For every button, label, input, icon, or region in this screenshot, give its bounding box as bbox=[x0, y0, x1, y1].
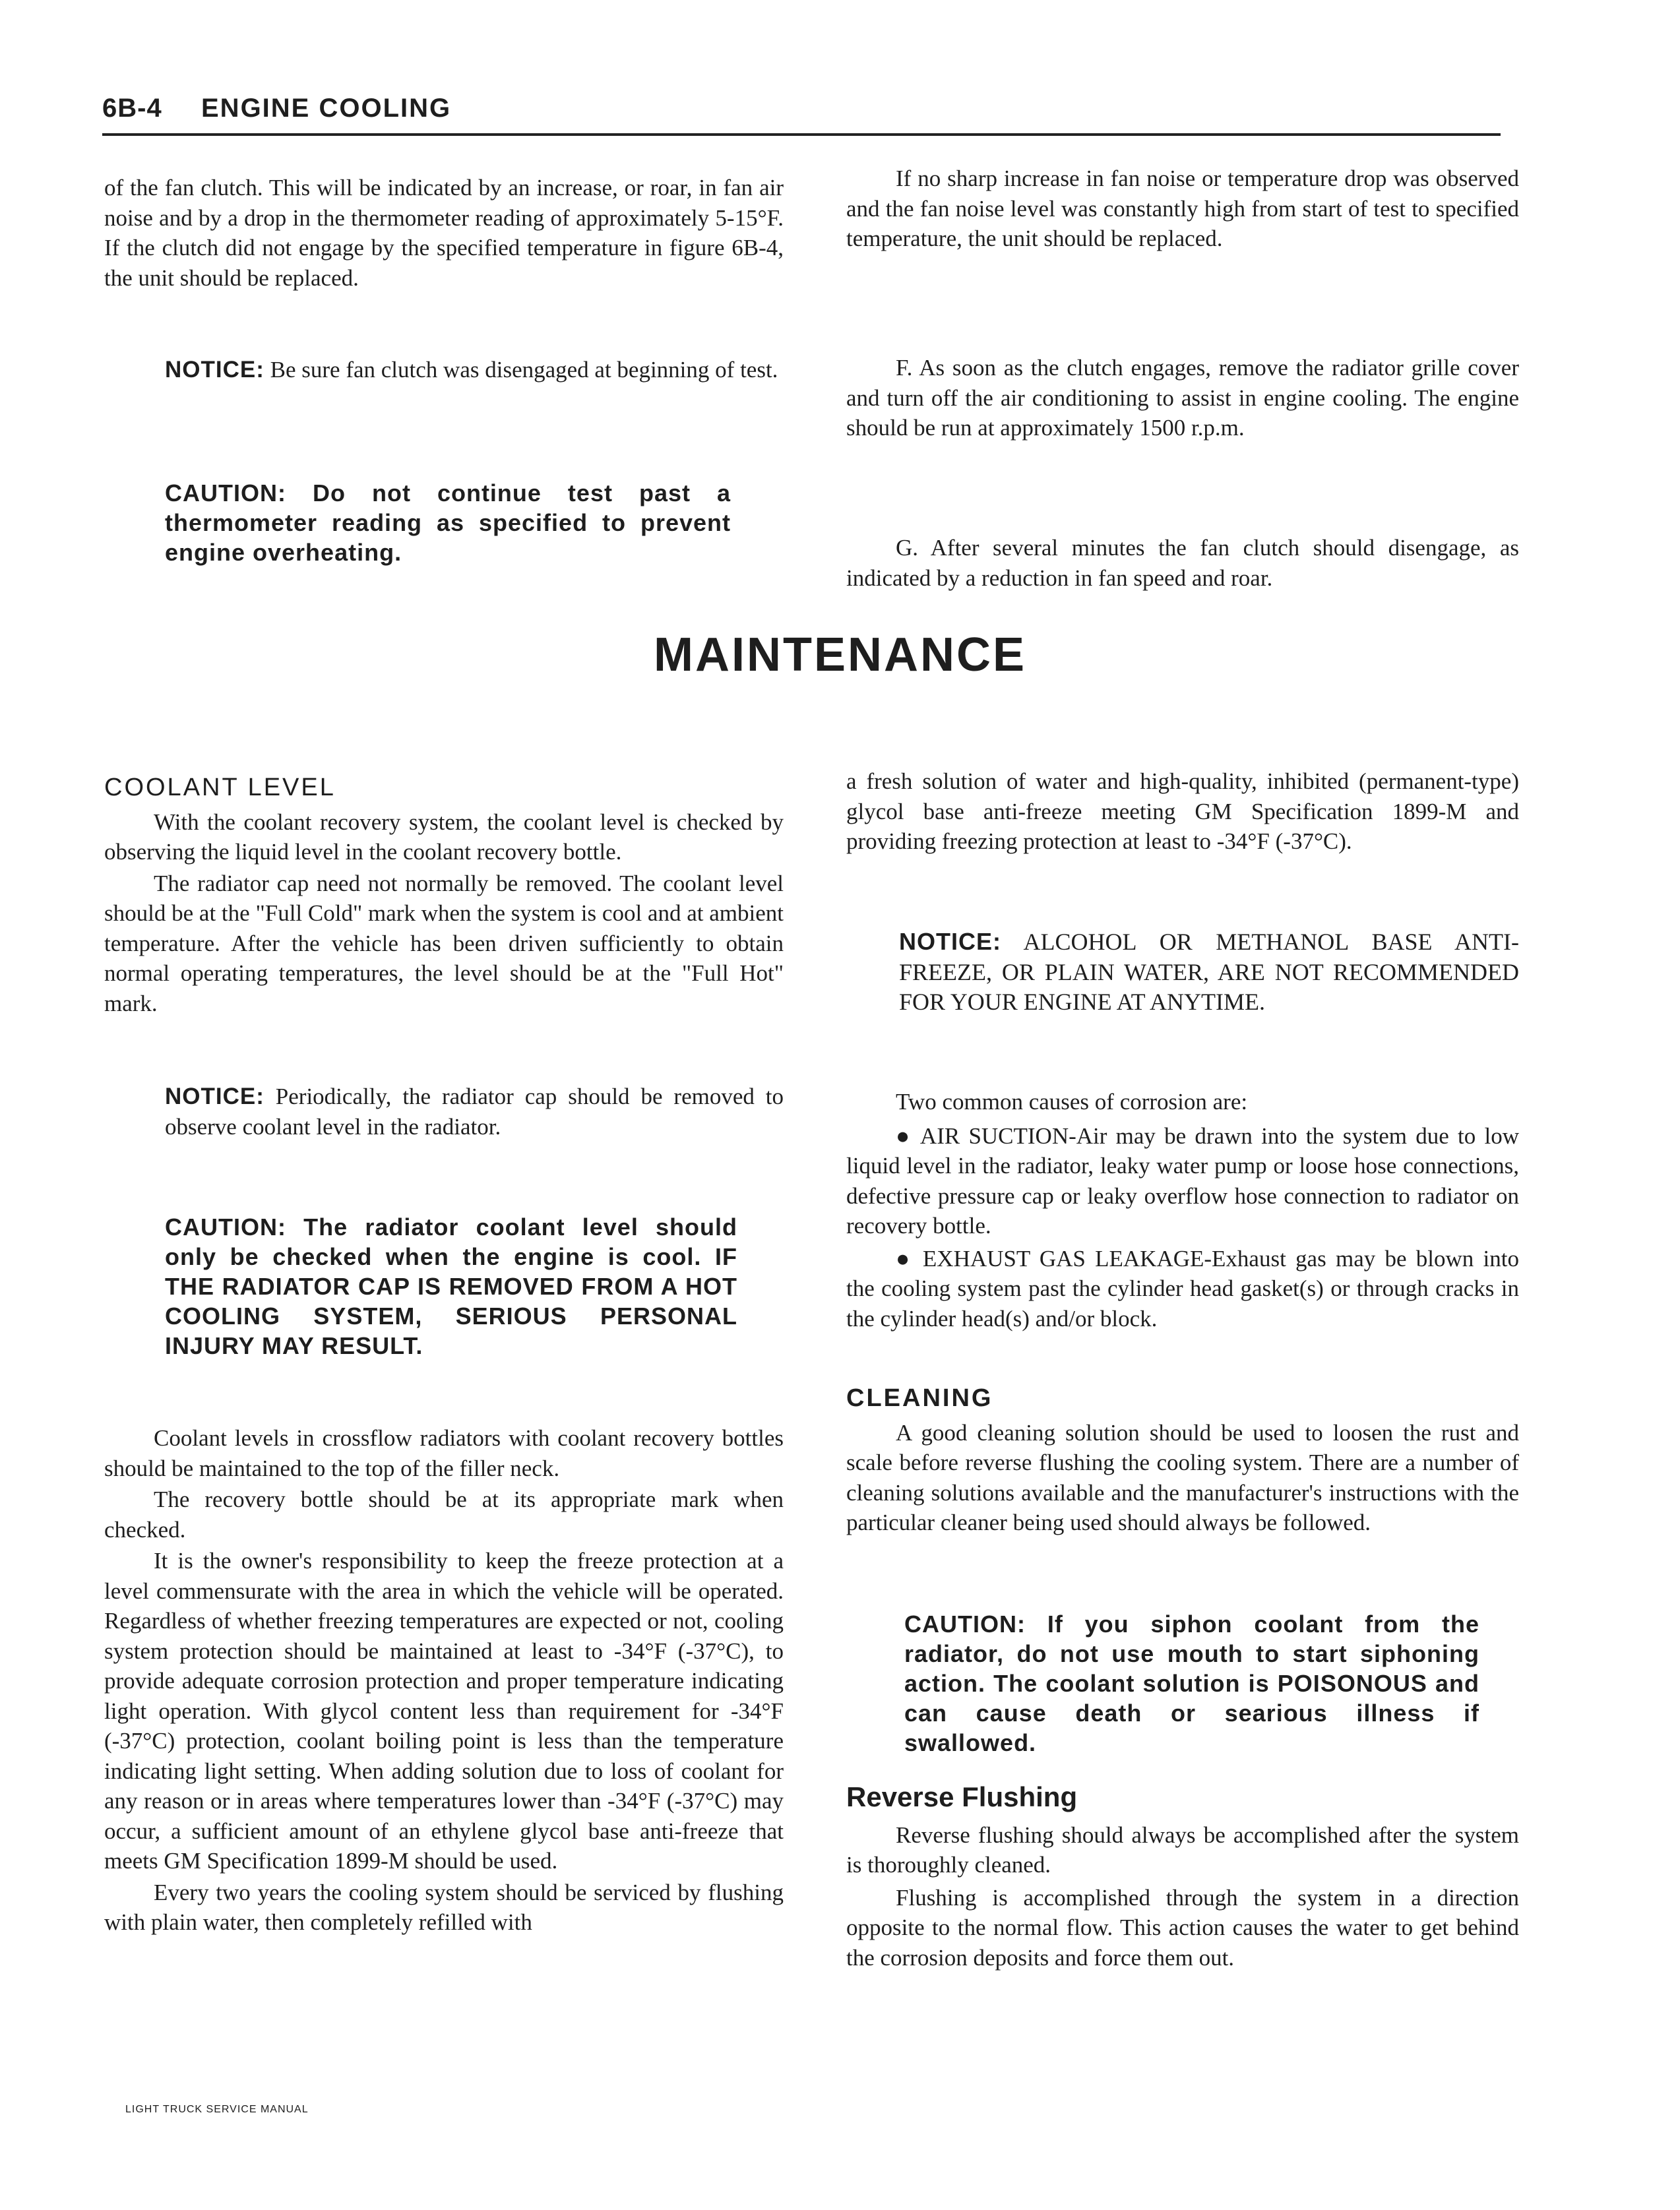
coolant-paragraph-3: Coolant levels in crossflow radiators with coolant recovery bottles should be maintained to the top of the filler neck. bbox=[104, 1425, 784, 1481]
notice-label: NOTICE: bbox=[899, 928, 1001, 955]
caution-text: CAUTION: If you siphon coolant from the radiator, do not use mouth to start siphoning action. The coolant solution is POISONOUS and can cause death or searious illness if swallowed. bbox=[904, 1611, 1479, 1756]
intro-paragraph-right: If no sharp increase in fan noise or temperature drop was observed and the fan noise level was constantly high from start of test to specified temperature, the unit should be replaced. bbox=[846, 166, 1519, 251]
coolant-paragraph-5: It is the owner's responsibility to keep the freeze protection at a level commensurate with the area in which the vehicle will be operated. Regardless of whether freezing temperatures are expected or not, cooling system protection should be maintained at least to -34°F (-37°C), to provide adequate corrosion protection and proper temperature indicating light operation. With glycol content less than requirement for -34°F (-37°C) protection, coolant boiling point is less than the temperature indicating light setting. When adding solution due to loss of coolant for any reason or in areas where temperatures lower than -34°F (-37°C) may occur, a sufficient amount of an ethylene glycol base anti-freeze that meets GM Specification 1899-M should be used. bbox=[104, 1548, 784, 1874]
bullet-air-suction: ● AIR SUCTION-Air may be drawn into the system due to low liquid level in the radiator, leaky water pump or loose hose connections, defective pressure cap or leaky overflow hose connection to radiator on recovery bottle. bbox=[846, 1122, 1519, 1239]
cleaning-text: A good cleaning solution should be used to loosen the rust and scale before reverse flushing the cooling system. There are a number of cleaning solutions available and the manufacturer's instructions with the particular cleaner being used should always be followed. bbox=[846, 1419, 1519, 1535]
fresh-solution-block bbox=[846, 766, 1519, 857]
caution-overheating bbox=[104, 478, 784, 567]
cleaning-heading: CLEANING bbox=[846, 1384, 993, 1412]
step-g-text: G. After several minutes the fan clutch should disengage, as indicated by a reduction in fan speed and roar. bbox=[846, 535, 1519, 591]
coolant-paragraph-1: With the coolant recovery system, the coolant level is checked by observing the liquid level in the coolant recovery bottle. bbox=[104, 809, 784, 865]
step-f-text: F. As soon as the clutch engages, remove the radiator grille cover and turn off the air conditioning to assist in engine cooling. The engine should be run at approximately 1500 r.p.m. bbox=[846, 355, 1519, 441]
notice-fan-clutch bbox=[104, 355, 784, 385]
coolant-paragraph-2: The radiator cap need not normally be removed. The coolant level should be at the "Full Cold" mark when the system is cool and at ambient temperature. After the vehicle has been driven sufficiently to obtain normal operating temperatures, the level should be at the "Full Hot" mark. bbox=[104, 870, 784, 1016]
section-title: ENGINE COOLING bbox=[201, 94, 452, 123]
caution-text: CAUTION: The radiator coolant level should only be checked when the engine is cool. IF THE RADIATOR CAP IS REMOVED FROM A HOT COOLING SYSTEM, SERIOUS PERSONAL INJURY MAY RESULT. bbox=[165, 1213, 737, 1359]
notice-label: NOTICE: bbox=[165, 1084, 264, 1109]
corrosion-intro: Two common causes of corrosion are: bbox=[896, 1089, 1248, 1115]
caution-radiator-cap bbox=[104, 1212, 784, 1361]
step-g bbox=[846, 533, 1519, 593]
reverse-flushing-text-1: Reverse flushing should always be accomplished after the system is thoroughly cleaned. bbox=[846, 1822, 1519, 1878]
right-top-block bbox=[846, 164, 1519, 254]
caution-text: CAUTION: Do not continue test past a thermometer reading as specified to prevent engine overheating. bbox=[165, 479, 731, 566]
caution-siphon bbox=[846, 1609, 1519, 1758]
coolant-paragraph-6: Every two years the cooling system should be serviced by flushing with plain water, then completely refilled with bbox=[104, 1879, 784, 1935]
coolant-level-heading: COOLANT LEVEL bbox=[104, 774, 336, 801]
footer-manual-name: LIGHT TRUCK SERVICE MANUAL bbox=[125, 2104, 309, 2115]
left-top-block bbox=[104, 173, 784, 293]
reverse-flushing-text-2: Flushing is accomplished through the system in a direction opposite to the normal flow. This action causes the water to get behind the corrosion deposits and force them out. bbox=[846, 1884, 1519, 1971]
coolant-levels-block bbox=[104, 1423, 784, 1938]
maintenance-heading: MAINTENANCE bbox=[654, 629, 1026, 681]
notice-label: NOTICE: bbox=[165, 357, 264, 383]
notice-text: ALCOHOL OR METHANOL BASE ANTI-FREEZE, OR PLAIN WATER, ARE NOT RECOMMENDED FOR YOUR ENGINE AT ANYTIME. bbox=[899, 929, 1519, 1015]
notice-periodic bbox=[104, 1082, 784, 1142]
cleaning-section bbox=[846, 1384, 1519, 1538]
reverse-flushing-heading: Reverse Flushing bbox=[846, 1781, 1078, 1812]
notice-antifreeze bbox=[846, 927, 1519, 1018]
fresh-solution-text: a fresh solution of water and high-quality, inhibited (permanent-type) glycol base anti-freeze meeting GM Specification 1899-M and providing freezing protection at least to -34°F (-37°C). bbox=[846, 768, 1519, 854]
notice-text: Periodically, the radiator cap should be removed to observe coolant level in the radiator. bbox=[165, 1084, 784, 1140]
page-header bbox=[102, 94, 1501, 136]
coolant-paragraph-4: The recovery bottle should be at its appropriate mark when checked. bbox=[104, 1487, 784, 1543]
step-f bbox=[846, 353, 1519, 443]
notice-text: Be sure fan clutch was disengaged at beginning of test. bbox=[264, 357, 778, 383]
bullet-exhaust-gas: ● EXHAUST GAS LEAKAGE-Exhaust gas may be blown into the cooling system past the cylinder head gasket(s) or through cracks in the cylinder head(s) and/or block. bbox=[846, 1245, 1519, 1332]
reverse-flushing-section bbox=[846, 1782, 1519, 1973]
coolant-level-section bbox=[104, 773, 784, 1018]
intro-paragraph-left: of the fan clutch. This will be indicated by an increase, or roar, in fan air noise and by a drop in the thermometer reading of approximately 5-15°F. If the clutch did not engage by the specified temperature in figure 6B-4, the unit should be replaced. bbox=[104, 175, 784, 291]
corrosion-causes bbox=[846, 1087, 1519, 1334]
page-number: 6B-4 bbox=[102, 94, 162, 123]
